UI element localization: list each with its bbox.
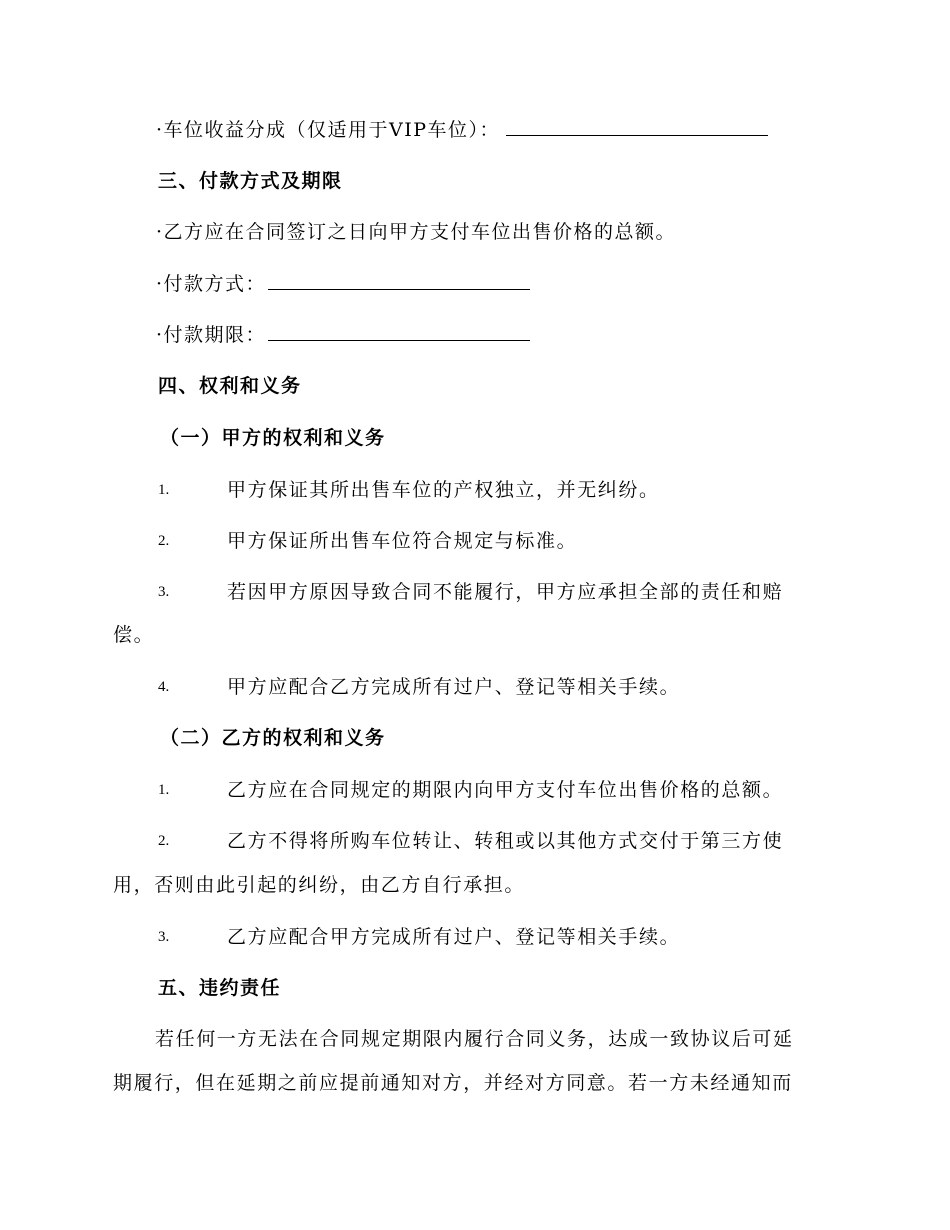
list-item-number: 1. bbox=[158, 782, 170, 798]
list-item-text: 甲方应配合乙方完成所有过户、登记等相关手续。 bbox=[227, 676, 681, 698]
list-item-text: 乙方应配合甲方完成所有过户、登记等相关手续。 bbox=[227, 926, 681, 948]
list-item-number: 4. bbox=[158, 679, 170, 695]
payment-term-label: ·付款期限： bbox=[156, 324, 267, 346]
vip-share-blank bbox=[506, 117, 768, 136]
payment-method-blank bbox=[268, 271, 530, 290]
list-item-number: 2. bbox=[158, 533, 170, 549]
vip-share-label: ·车位收益分成（仅适用于VIP车位）： bbox=[156, 119, 501, 141]
section4-heading: 四、权利和义务 bbox=[158, 375, 302, 397]
list-item-continuation: 用，否则由此引起的纠纷，由乙方自行承担。 bbox=[113, 874, 526, 896]
party-a-heading: （一）甲方的权利和义务 bbox=[160, 427, 386, 449]
section3-heading: 三、付款方式及期限 bbox=[158, 170, 343, 192]
payment-total-line: ·乙方应在合同签订之日向甲方支付车位出售价格的总额。 bbox=[156, 221, 677, 243]
breach-paragraph-line2: 期履行，但在延期之前应提前通知对方，并经对方同意。若一方未经通知而 bbox=[113, 1072, 793, 1094]
payment-method-line bbox=[156, 271, 530, 296]
list-item-continuation: 偿。 bbox=[113, 624, 155, 646]
payment-term-blank bbox=[268, 322, 530, 341]
list-item-number: 3. bbox=[158, 929, 170, 945]
list-item-number: 2. bbox=[158, 833, 170, 849]
breach-paragraph-line1: 若任何一方无法在合同规定期限内履行合同义务，达成一致协议后可延 bbox=[155, 1028, 794, 1050]
list-item-text: 甲方保证所出售车位符合规定与标准。 bbox=[227, 530, 578, 552]
payment-method-label: ·付款方式： bbox=[156, 273, 267, 295]
vip-share-line bbox=[156, 117, 768, 142]
list-item-number: 1. bbox=[158, 482, 170, 498]
list-item-number: 3. bbox=[158, 584, 170, 600]
list-item-text: 乙方不得将所购车位转让、转租或以其他方式交付于第三方使 bbox=[227, 830, 784, 852]
party-b-heading: （二）乙方的权利和义务 bbox=[160, 727, 386, 749]
list-item-text: 若因甲方原因导致合同不能履行，甲方应承担全部的责任和赔 bbox=[227, 581, 784, 603]
payment-term-line bbox=[156, 322, 530, 347]
list-item-text: 甲方保证其所出售车位的产权独立，并无纠纷。 bbox=[227, 479, 660, 501]
section5-heading: 五、违约责任 bbox=[158, 977, 282, 999]
list-item-text: 乙方应在合同规定的期限内向甲方支付车位出售价格的总额。 bbox=[227, 779, 784, 801]
